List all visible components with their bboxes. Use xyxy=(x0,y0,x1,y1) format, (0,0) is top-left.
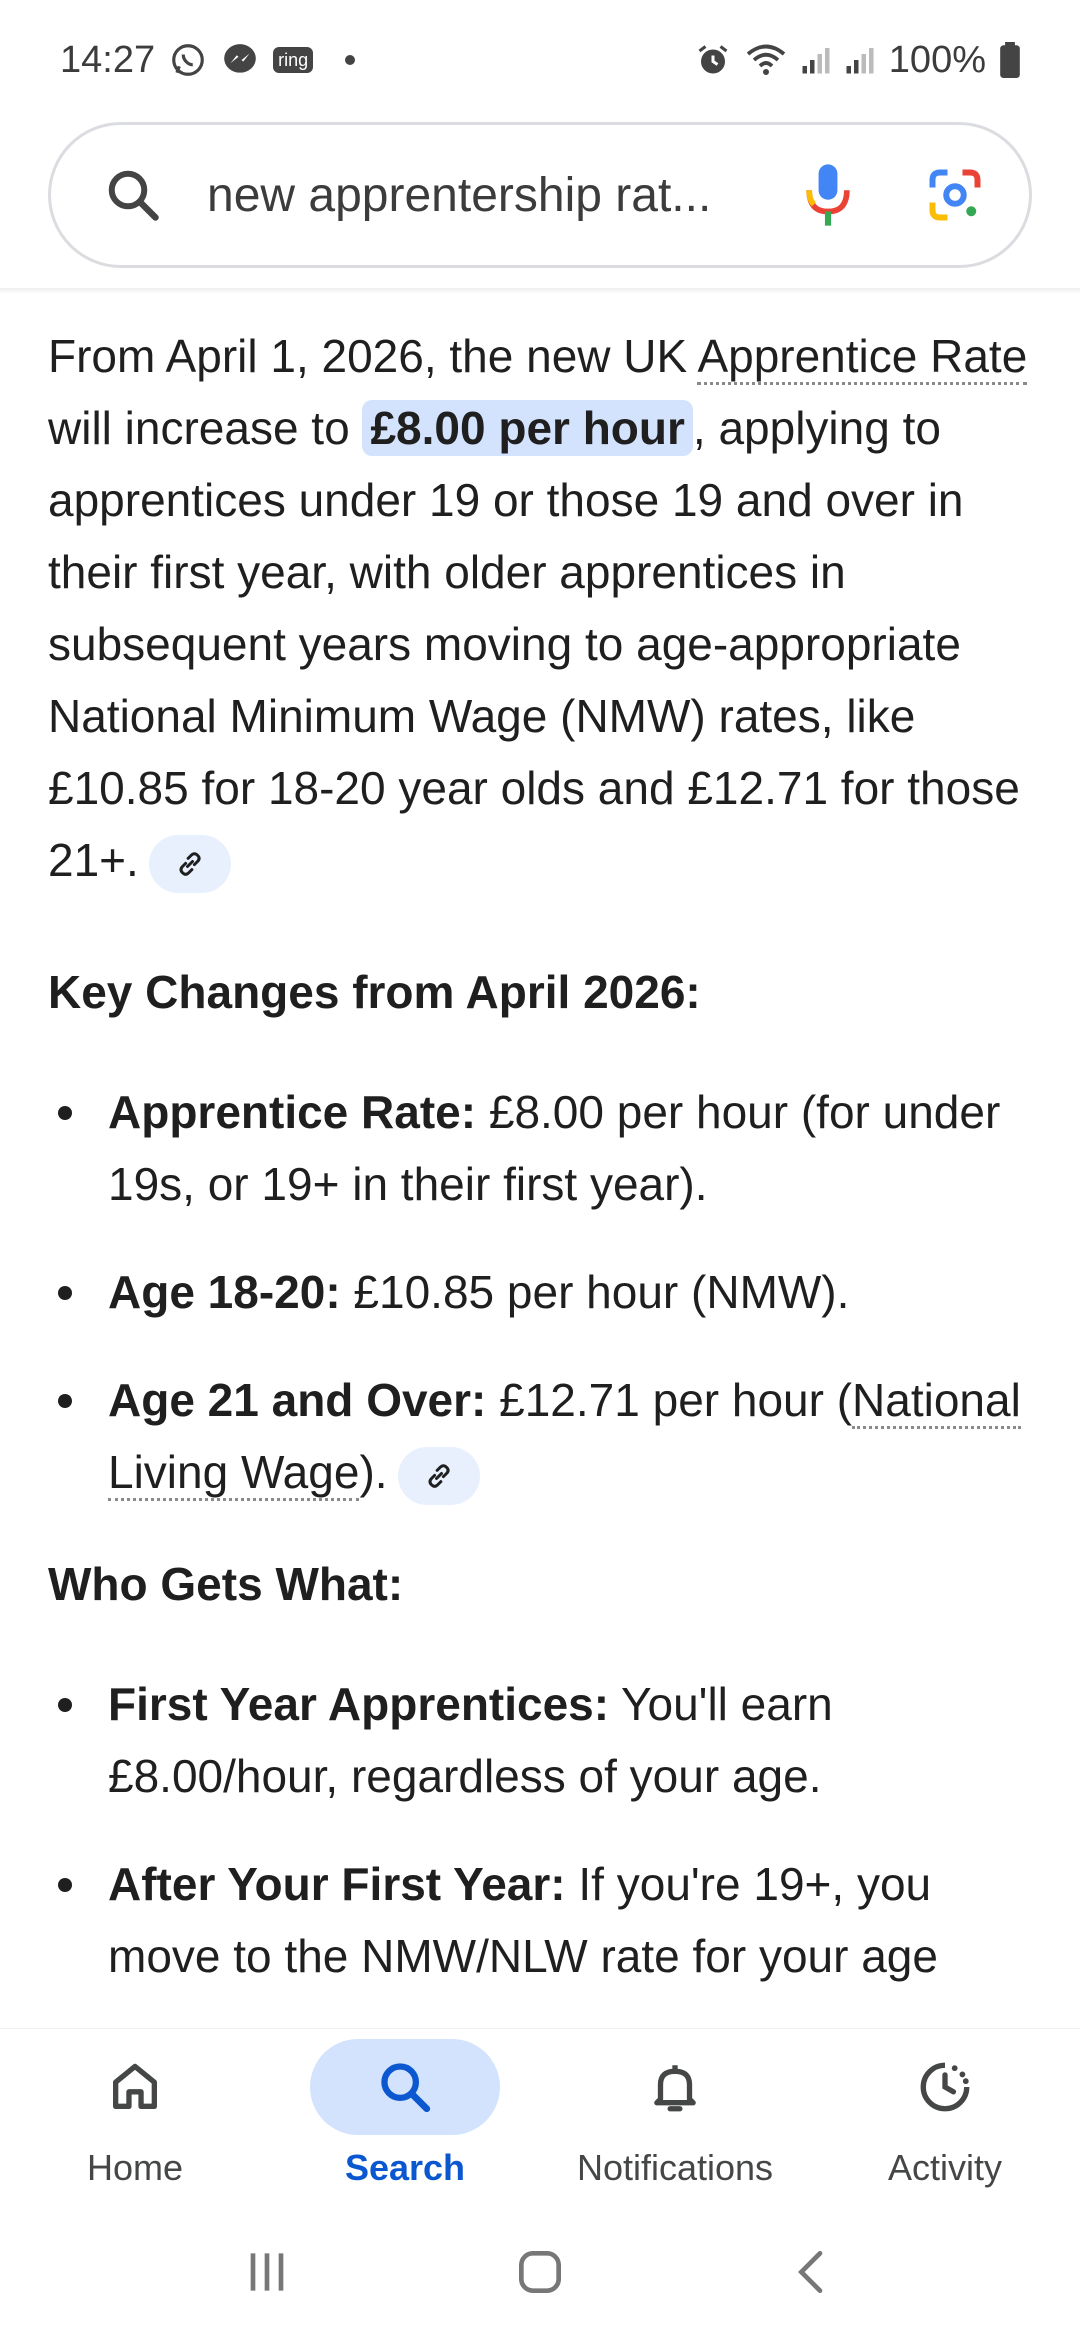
list-item-label: First Year Apprentices: xyxy=(108,1678,610,1730)
list-item xyxy=(48,1668,1038,1812)
system-navigation-bar xyxy=(0,2208,1080,2340)
apprentice-rate-link[interactable]: Apprentice Rate xyxy=(697,330,1027,385)
ai-overview-content xyxy=(48,320,1038,2020)
nav-activity[interactable] xyxy=(810,2029,1080,2208)
list-item-text: If you're 19+, you move to the NMW/NLW rate for your age xyxy=(108,1858,938,1982)
home-icon xyxy=(106,2058,164,2116)
nav-search[interactable] xyxy=(270,2029,540,2208)
nav-icon-container xyxy=(580,2039,770,2135)
intro-paragraph xyxy=(48,320,1038,896)
nav-icon-container xyxy=(310,2039,500,2135)
alarm-icon xyxy=(695,42,731,78)
bell-icon xyxy=(646,2058,704,2116)
status-time: 14:27 xyxy=(60,38,156,81)
battery-icon xyxy=(1000,42,1020,78)
list-item-text: £12.71 per hour ( xyxy=(486,1374,853,1426)
list-item-text: £8.00 per hour (for under 19s, or 19+ in their first year). xyxy=(108,1086,1001,1210)
list-item-text: You'll earn £8.00/hour, regardless of your age. xyxy=(108,1678,833,1802)
whatsapp-icon xyxy=(169,41,207,79)
list-item-label: Age 18-20: xyxy=(108,1266,341,1318)
list-item xyxy=(48,1364,1038,1508)
nav-icon-container xyxy=(40,2039,230,2135)
list-item-label: Apprentice Rate: xyxy=(108,1086,477,1138)
nav-label: Activity xyxy=(887,2147,1002,2188)
nav-icon-container xyxy=(850,2039,1040,2135)
national-living-wage-link[interactable]: National Living Wage xyxy=(108,1374,1021,1501)
list-item-label: After Your First Year: xyxy=(108,1858,566,1910)
nav-home[interactable] xyxy=(0,2029,270,2208)
status-bar xyxy=(0,0,1080,120)
key-changes-list xyxy=(48,1076,1038,1508)
link-icon xyxy=(424,1461,454,1491)
list-item-text: £10.85 per hour (NMW). xyxy=(340,1266,850,1318)
key-changes-heading: Key Changes from April 2026: xyxy=(48,966,701,1018)
messenger-icon xyxy=(221,41,259,79)
list-item xyxy=(48,1848,1038,1992)
list-item-label: Age 21 and Over: xyxy=(108,1374,487,1426)
source-link-button[interactable] xyxy=(398,1447,480,1505)
search-icon xyxy=(376,2058,434,2116)
ring-app-icon: ring xyxy=(273,47,313,73)
nav-label: Home xyxy=(86,2147,184,2188)
lens-icon[interactable] xyxy=(925,165,985,225)
recent-apps-button[interactable] xyxy=(239,2244,295,2305)
search-bar[interactable] xyxy=(48,122,1032,268)
source-link-button[interactable] xyxy=(149,835,231,893)
who-gets-what-list xyxy=(48,1668,1038,1992)
bottom-navigation xyxy=(0,2028,1080,2208)
battery-percent: 100% xyxy=(888,38,986,81)
nav-notifications[interactable] xyxy=(540,2029,810,2208)
nav-label: Search xyxy=(344,2147,466,2188)
list-item xyxy=(48,1076,1038,1220)
intro-text: will increase to xyxy=(48,402,363,454)
list-item xyxy=(48,1256,1038,1328)
back-icon xyxy=(785,2244,841,2300)
activity-icon xyxy=(916,2058,974,2116)
notification-dot xyxy=(345,55,355,65)
highlighted-rate: £8.00 per hour xyxy=(362,400,692,456)
list-item-text: ). xyxy=(359,1446,388,1498)
back-button[interactable] xyxy=(785,2244,841,2305)
mic-icon[interactable] xyxy=(803,162,853,228)
signal-icon-1 xyxy=(801,45,831,75)
search-input[interactable]: new apprentership rat... xyxy=(207,168,712,222)
intro-text: , applying to apprentices under 19 or those 19 and over in their first year, with older apprentices in subsequent years moving to age-appropriate National Minimum Wage (NMW) rates, like £10.85 for 18-20 year olds and £12.71 for those 21+. xyxy=(48,402,1020,886)
who-gets-what-heading: Who Gets What: xyxy=(48,1558,404,1610)
header-divider xyxy=(0,288,1080,294)
nav-label: Notifications xyxy=(576,2147,774,2188)
link-icon xyxy=(175,849,205,879)
wifi-icon xyxy=(745,42,787,78)
signal-icon-2 xyxy=(845,45,875,75)
intro-text: From April 1, 2026, the new UK xyxy=(48,330,698,382)
home-button[interactable] xyxy=(512,2244,568,2305)
search-icon[interactable] xyxy=(103,165,163,225)
recent-apps-icon xyxy=(239,2244,295,2300)
home-square-icon xyxy=(512,2244,568,2300)
